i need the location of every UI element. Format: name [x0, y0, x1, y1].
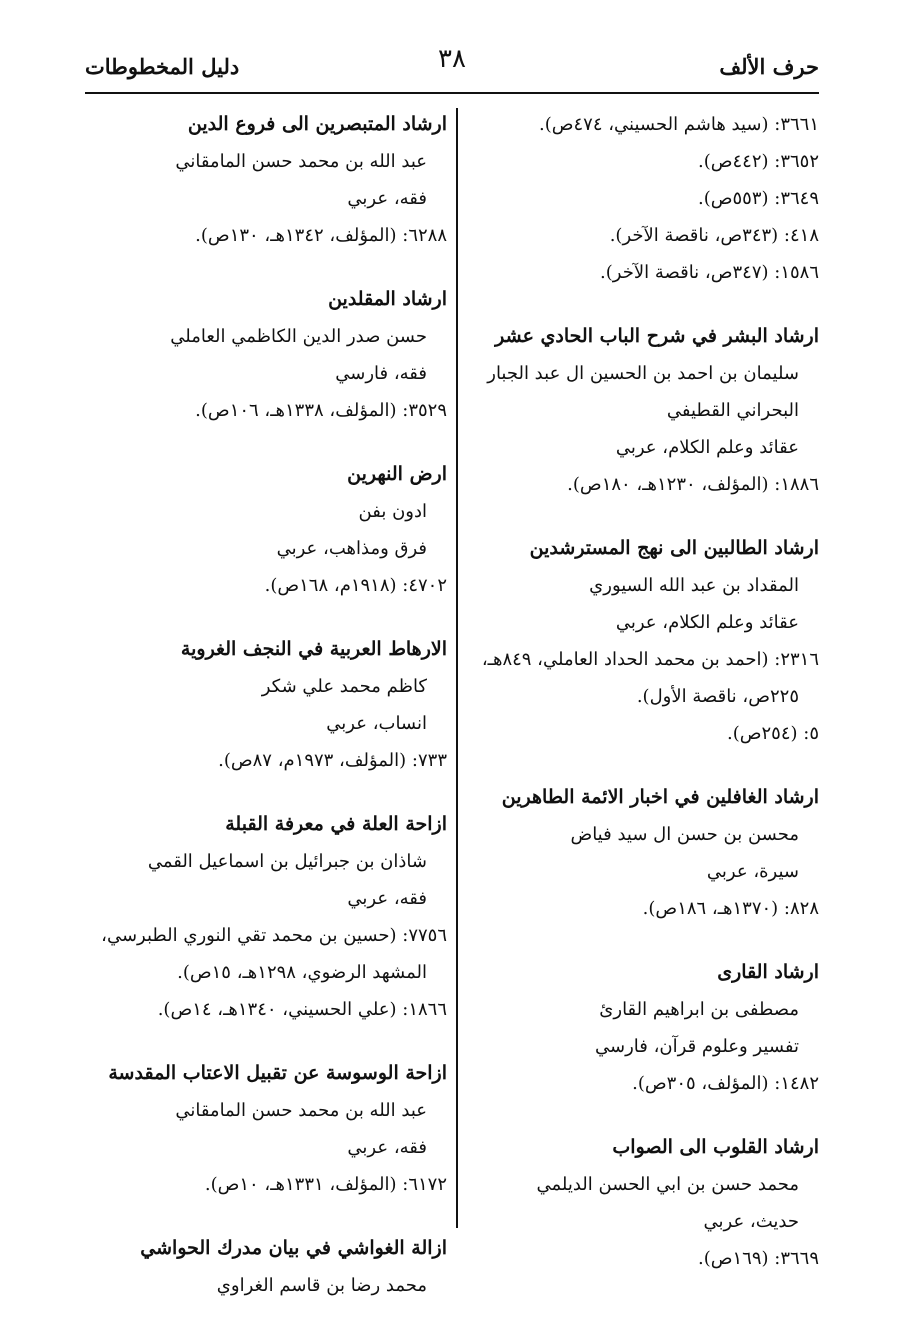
entry-holding: ٧٧٥٦: (حسين بن محمد تقي النوري الطبرسي،: [101, 925, 447, 946]
catalog-entry: [469, 106, 819, 291]
entry-subject: فقه، عربي: [347, 1137, 427, 1158]
entry-subject: تفسير وعلوم قرآن، فارسي: [595, 1036, 799, 1057]
catalog-entry: [469, 318, 819, 503]
entry-holding: ٧٣٣: (المؤلف، ١٩٧٣م، ٨٧ص).: [218, 750, 447, 771]
entry-subject: فرق ومذاهب، عربي: [276, 538, 427, 559]
entry-holding: ٦٢٨٨: (المؤلف، ١٣٤٢هـ، ١٣٠ص).: [195, 225, 447, 246]
entry-holding: ٣٦٦٩: (١٦٩ص).: [697, 1248, 819, 1269]
entry-author: شاذان بن جبرائيل بن اسماعيل القمي: [147, 851, 427, 872]
entry-author: ادون بفن: [358, 501, 427, 522]
entry-title: ارض النهرين: [347, 463, 447, 485]
catalog-entry: [469, 1129, 819, 1277]
catalog-entry: [85, 106, 447, 254]
entry-subject: فقه، عربي: [347, 888, 427, 909]
entry-author: حسن صدر الدين الكاظمي العاملي: [170, 326, 427, 347]
entry-holding: ٣٦٥٢: (٤٤٢ص).: [697, 151, 819, 172]
entry-title: ارشاد البشر في شرح الباب الحادي عشر: [495, 325, 819, 347]
entry-author: كاظم محمد علي شكر: [261, 676, 427, 697]
entry-holding: ٣٥٢٩: (المؤلف، ١٣٣٨هـ، ١٠٦ص).: [195, 400, 447, 421]
entry-author: عبد الله بن محمد حسن المامقاني: [175, 1100, 427, 1121]
entry-holding: ٦١٧٢: (المؤلف، ١٣٣١هـ، ١٠ص).: [204, 1174, 447, 1195]
catalog-entry: [85, 806, 447, 1028]
catalog-entry: [85, 281, 447, 429]
entry-holding: ١٤٨٢: (المؤلف، ٣٠٥ص).: [632, 1073, 819, 1094]
running-title-left: دليل المخطوطات: [85, 54, 240, 79]
entry-author: محمد رضا بن قاسم الغراوي: [216, 1275, 427, 1296]
entry-holding: ٨٢٨: (١٣٧٠هـ، ١٨٦ص).: [642, 898, 819, 919]
entry-subject: سيرة، عربي: [706, 861, 799, 882]
entry-title: ارشاد الغافلين في اخبار الائمة الطاهرين: [501, 786, 819, 808]
entry-title: ارشاد القلوب الى الصواب: [612, 1136, 819, 1158]
entry-title: ازالة الغواشي في بيان مدرك الحواشي: [140, 1237, 447, 1259]
entry-holding: ٥: (٢٥٤ص).: [726, 723, 819, 744]
page-header: [85, 44, 819, 94]
entry-title: ازاحة العلة في معرفة القبلة: [225, 813, 447, 835]
entry-holding: ١٨٨٦: (المؤلف، ١٢٣٠هـ، ١٨٠ص).: [567, 474, 819, 495]
header-divider: [85, 92, 819, 94]
entry-continuation: المشهد الرضوي، ١٢٩٨هـ، ١٥ص).: [177, 962, 427, 983]
entry-subject: عقائد وعلم الكلام، عربي: [615, 437, 799, 458]
entry-holding: ١٥٨٦: (٣٤٧ص، ناقصة الآخر).: [600, 262, 819, 283]
entry-holding: ١٨٦٦: (علي الحسيني، ١٣٤٠هـ، ١٤ص).: [157, 999, 447, 1020]
entry-subject: عقائد وعلم الكلام، عربي: [615, 612, 799, 633]
entry-title: ارشاد الطالبين الى نهج المسترشدين: [529, 537, 819, 559]
entry-author: المقداد بن عبد الله السيوري: [589, 575, 799, 596]
left-column: [85, 106, 447, 1331]
entry-title: الارهاط العربية في النجف الغروية: [180, 638, 447, 660]
entry-holding: ٤١٨: (٣٤٣ص، ناقصة الآخر).: [609, 225, 819, 246]
entry-title: ازاحة الوسوسة عن تقبيل الاعتاب المقدسة: [108, 1062, 447, 1084]
entry-title: ارشاد المقلدين: [328, 288, 447, 310]
catalog-entry: [469, 779, 819, 927]
entry-subject: فقه، فارسي: [335, 363, 427, 384]
entry-author: مصطفى بن ابراهيم القارئ: [599, 999, 799, 1020]
running-title-right: حرف الألف: [719, 54, 819, 79]
page-number: ٣٨: [438, 44, 466, 74]
catalog-entry: [85, 1055, 447, 1203]
catalog-entry: [85, 631, 447, 779]
entry-subject: فقه، عربي: [347, 188, 427, 209]
catalog-entry: [85, 456, 447, 604]
catalog-entry: [469, 954, 819, 1102]
entry-title: ارشاد المتبصرين الى فروع الدين: [187, 113, 447, 135]
entry-author: عبد الله بن محمد حسن المامقاني: [175, 151, 427, 172]
entry-holding: ٣٦٤٩: (٥٥٣ص).: [697, 188, 819, 209]
column-divider: [456, 108, 458, 1228]
entry-holding: ٢٣١٦: (احمد بن محمد الحداد العاملي، ٨٤٩هـ،: [481, 649, 819, 670]
entry-continuation: البحراني القطيفي: [666, 400, 799, 421]
entry-subject: حديث، عربي: [703, 1211, 799, 1232]
entry-author: محسن بن حسن ال سيد فياض: [570, 824, 799, 845]
entry-author: سليمان بن احمد بن الحسين ال عبد الجبار: [487, 363, 799, 384]
catalog-entry: [85, 1230, 447, 1304]
entry-author: محمد حسن بن ابي الحسن الديلمي: [536, 1174, 799, 1195]
entry-continuation: ٢٢٥ص، ناقصة الأول).: [636, 686, 799, 707]
entry-title: ارشاد القارى: [717, 961, 819, 983]
entry-holding: ٤٧٠٢: (١٩١٨م، ١٦٨ص).: [264, 575, 447, 596]
catalog-entry: [469, 530, 819, 752]
entry-subject: انساب، عربي: [326, 713, 427, 734]
entry-holding: ٣٦٦١: (سيد هاشم الحسيني، ٤٧٤ص).: [538, 114, 819, 135]
right-column: [469, 106, 819, 1304]
